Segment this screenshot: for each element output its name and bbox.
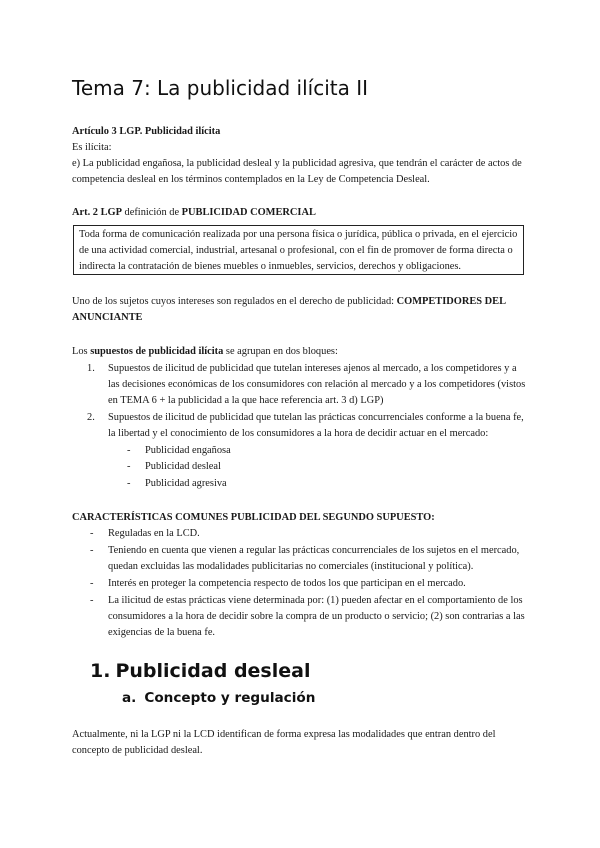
dash-bullet: - bbox=[127, 478, 131, 489]
definition-line: de una actividad comercial, industrial, artesanal o profesional, con el fin de promover de forma directa o bbox=[79, 245, 513, 256]
bullet-line: La ilicitud de estas prácticas viene determinada por: (1) pueden afectar en el comportamiento de los bbox=[108, 595, 523, 606]
art3-text-line: competencia desleal en los términos contemplados en la Ley de Competencia Desleal. bbox=[72, 174, 430, 185]
art2-term: PUBLICIDAD COMERCIAL bbox=[181, 207, 316, 218]
subsection-heading bbox=[122, 688, 315, 708]
supuestos-post: se agrupan en dos bloques: bbox=[223, 346, 338, 357]
list-item-line: Supuestos de ilicitud de publicidad que tutelan intereses ajenos al mercado, a los competidores y a bbox=[108, 363, 517, 374]
sujetos-paragraph bbox=[72, 294, 506, 310]
bullet-line: consumidores a la hora de decidir sobre la compra de un producto o servicio; (2) son contrarias a las bbox=[108, 611, 525, 622]
closing-line: Actualmente, ni la LGP ni la LCD identifican de forma expresa las modalidades que entran dentro del bbox=[72, 729, 496, 740]
subsection-letter: a. bbox=[122, 690, 137, 706]
definition-box bbox=[73, 225, 524, 275]
sub-list-item: Publicidad engañosa bbox=[145, 445, 231, 456]
dash-bullet: - bbox=[90, 528, 94, 539]
bullet-line: exigencias de la buena fe. bbox=[108, 627, 216, 638]
art2-mid: definición de bbox=[121, 207, 182, 218]
supuestos-strong: supuestos de publicidad ilícita bbox=[90, 346, 224, 357]
list-item-line: las decisiones económicas de los consumidores con relación al mercado y a los competidores (vistos bbox=[108, 379, 526, 390]
sub-list-item: Publicidad desleal bbox=[145, 461, 221, 472]
art2-ref: Art. 2 LGP bbox=[72, 207, 122, 218]
subsection-title: Concepto y regulación bbox=[144, 690, 316, 706]
supuestos-pre: Los bbox=[72, 346, 91, 357]
sujetos-strong: ANUNCIANTE bbox=[72, 312, 143, 323]
sujetos-paragraph-cont bbox=[72, 310, 142, 326]
art3-text-line: e) La publicidad engañosa, la publicidad desleal y la publicidad agresiva, que tendrán el carácter de actos de bbox=[72, 158, 522, 169]
section-heading bbox=[90, 658, 310, 684]
dash-bullet: - bbox=[90, 595, 94, 606]
art3-es-ilicita: Es ilícita: bbox=[72, 142, 112, 153]
sub-list-item: Publicidad agresiva bbox=[145, 478, 227, 489]
list-number: 2. bbox=[87, 412, 95, 423]
definition-line: Toda forma de comunicación realizada por una persona física o jurídica, pública o privada, en el ejercicio bbox=[79, 229, 518, 240]
closing-line: concepto de publicidad desleal. bbox=[72, 745, 203, 756]
bullet-line: quedan excluidas las modalidades publicitarias no comerciales (institucional y política). bbox=[108, 561, 474, 572]
section-title: Publicidad desleal bbox=[115, 660, 311, 682]
art3-heading bbox=[72, 124, 220, 140]
bullet-line: Teniendo en cuenta que vienen a regular las prácticas concurrenciales de los sujetos en el mercado, bbox=[108, 545, 520, 556]
sujetos-lead: Uno de los sujetos cuyos intereses son regulados en el derecho de publicidad: bbox=[72, 296, 397, 307]
list-number: 1. bbox=[87, 363, 95, 374]
dash-bullet: - bbox=[127, 445, 131, 456]
list-item-line: en TEMA 6 + la publicidad a la que hace referencia art. 3 d) LGP) bbox=[108, 395, 384, 406]
list-item-line: Supuestos de ilicitud de publicidad que tutelan las prácticas concurrenciales conforme a la buena fe, bbox=[108, 412, 524, 423]
supuestos-intro bbox=[72, 344, 338, 360]
dash-bullet: - bbox=[90, 578, 94, 589]
bullet-line: Reguladas en la LCD. bbox=[108, 528, 200, 539]
sujetos-strong: COMPETIDORES DEL bbox=[396, 296, 507, 307]
list-item-line: la libertad y el conocimiento de los consumidores a la hora de decidir actuar en el mercado: bbox=[108, 428, 489, 439]
art3-heading-text: Artículo 3 LGP. Publicidad ilícita bbox=[72, 126, 221, 137]
bullet-line: Interés en proteger la competencia respecto de todos los que participan en el mercado. bbox=[108, 578, 466, 589]
caracteristicas-heading bbox=[72, 510, 435, 526]
dash-bullet: - bbox=[127, 461, 131, 472]
caracteristicas-heading-text: CARACTERÍSTICAS COMUNES PUBLICIDAD DEL SEGUNDO SUPUESTO: bbox=[72, 512, 435, 523]
art2-heading bbox=[72, 205, 316, 221]
section-number: 1. bbox=[90, 660, 111, 682]
dash-bullet: - bbox=[90, 545, 94, 556]
page-title: Tema 7: La publicidad ilícita II bbox=[72, 76, 369, 100]
definition-line: indirecta la contratación de bienes muebles o inmuebles, servicios, derechos y obligaciones. bbox=[79, 261, 462, 272]
